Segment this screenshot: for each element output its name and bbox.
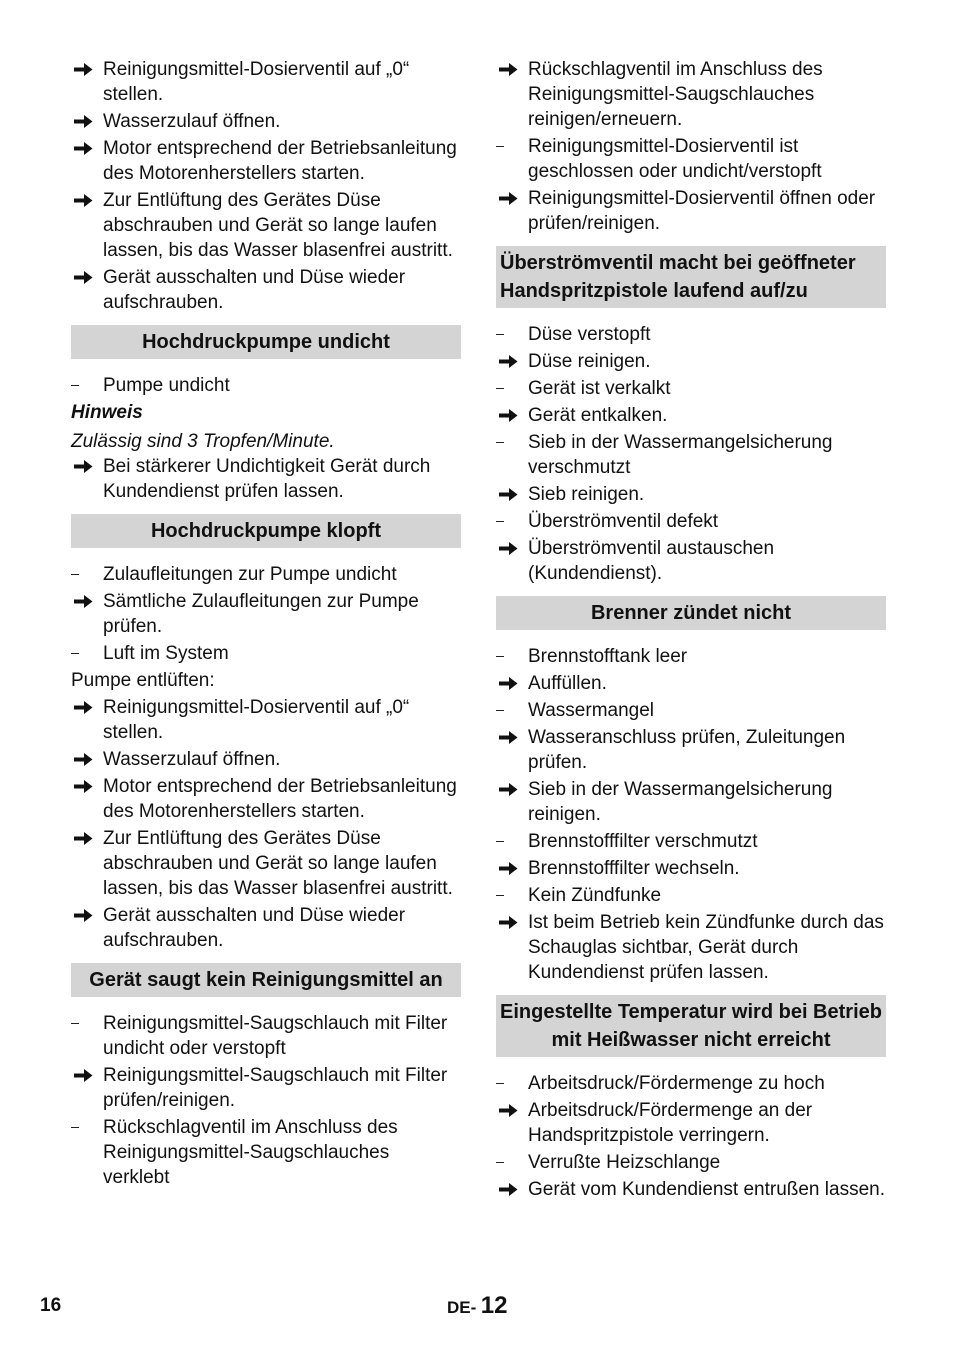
item-text: Rückschlagventil im Anschluss des Reinigungsmittel-Saugschlauches verklebt [103,1117,398,1188]
item-text: Wasserzulauf öffnen. [103,111,281,132]
action-item [496,186,886,236]
arrow-right-icon [496,1177,528,1202]
action-item [496,1177,886,1202]
item-text: Zur Entlüftung des Gerätes Düse abschrauben und Gerät so lange laufen lassen, bis das Wasser blasenfrei austritt. [103,190,453,261]
action-item [71,695,461,745]
item-text: Zulaufleitungen zur Pumpe undicht [103,564,397,585]
action-item [496,1098,886,1148]
arrow-right-icon [71,747,103,772]
section-page: 12 [480,1292,508,1319]
item-text: Düse verstopft [528,324,651,345]
note-text: Zulässig sind 3 Tropfen/Minute. [71,431,335,452]
dash-icon [496,644,528,669]
item-text: Motor entsprechend der Betriebsanleitung des Motorenherstellers starten. [103,776,457,822]
arrow-right-icon [71,454,103,479]
item-text: Gerät ausschalten und Düse wieder aufschrauben. [103,267,406,313]
action-item [71,826,461,901]
arrow-right-icon [71,109,103,134]
item-text: Gerät ausschalten und Düse wieder aufschrauben. [103,905,406,951]
dash-icon [496,829,528,854]
section-heading: Brenner zündet nicht [496,596,886,630]
arrow-right-icon [71,695,103,720]
cause-item [496,644,886,669]
dash-icon [496,883,528,908]
cause-item [496,1150,886,1175]
item-text: Luft im System [103,643,229,664]
action-item [71,589,461,639]
dash-icon [71,373,103,398]
arrow-right-icon [496,1098,528,1123]
action-item [496,482,886,507]
arrow-right-icon [71,136,103,161]
item-text: Motor entsprechend der Betriebsanleitung des Motorenherstellers starten. [103,138,457,184]
arrow-right-icon [496,910,528,935]
item-text: Wassermangel [528,700,655,721]
item-text: Reinigungsmittel-Saugschlauch mit Filter prüfen/reinigen. [103,1065,448,1111]
item-text: Wasserzulauf öffnen. [103,749,281,770]
section-heading: Hochdruckpumpe undicht [71,325,461,359]
cause-item [496,322,886,347]
arrow-right-icon [71,1063,103,1088]
dash-icon [496,134,528,159]
item-text: Reinigungsmittel-Dosierventil öffnen oder prüfen/reinigen. [528,188,876,234]
action-item [71,136,461,186]
paragraph: Pumpe entlüften: [71,670,215,691]
section-heading: Eingestellte Temperatur wird bei Betrieb mit Heißwasser nicht erreicht [496,995,886,1057]
section-page-code [447,1292,507,1320]
note-label: Hinweis [71,402,143,423]
item-text: Sämtliche Zulaufleitungen zur Pumpe prüfen. [103,591,419,637]
dash-icon [496,698,528,723]
item-text: Arbeitsdruck/Fördermenge zu hoch [528,1073,825,1094]
action-item [496,910,886,985]
item-text: Verrußte Heizschlange [528,1152,721,1173]
action-item [71,1063,461,1113]
action-item [496,856,886,881]
action-item [496,57,886,132]
action-item [71,454,461,504]
action-item [71,188,461,263]
item-text: Reinigungsmittel-Dosierventil ist geschlossen oder undicht/verstopft [528,136,822,182]
dash-icon [496,376,528,401]
page-number: 16 [40,1295,62,1316]
cause-item [496,883,886,908]
dash-icon [71,1115,103,1140]
action-item [496,536,886,586]
arrow-right-icon [71,265,103,290]
action-item [71,747,461,772]
cause-item [71,641,461,666]
cause-item [496,1071,886,1096]
item-text: Auffüllen. [528,673,607,694]
arrow-right-icon [71,57,103,82]
arrow-right-icon [496,536,528,561]
arrow-right-icon [496,725,528,750]
item-text: Rückschlagventil im Anschluss des Reinigungsmittel-Saugschlauches reinigen/erneuern. [528,59,823,130]
item-text: Düse reinigen. [528,351,651,372]
arrow-right-icon [496,777,528,802]
action-item [71,109,461,134]
item-text: Gerät vom Kundendienst entrußen lassen. [528,1179,885,1200]
item-text: Brennstofffilter wechseln. [528,858,740,879]
item-text: Reinigungsmittel-Dosierventil auf „0“ stellen. [103,697,410,743]
item-text: Reinigungsmittel-Dosierventil auf „0“ stellen. [103,59,410,105]
item-text: Arbeitsdruck/Fördermenge an der Handspritzpistole verringern. [528,1100,813,1146]
action-item [71,57,461,107]
action-item [496,725,886,775]
language-code: DE [447,1298,471,1317]
cause-item [71,1011,461,1061]
action-item [496,777,886,827]
arrow-right-icon [496,57,528,82]
dash-icon [496,322,528,347]
item-text: Bei stärkerer Undichtigkeit Gerät durch Kundendienst prüfen lassen. [103,456,431,502]
cause-item [71,373,461,398]
item-text: Sieb in der Wassermangelsicherung reinigen. [528,779,833,825]
section-heading: Überströmventil macht bei geöffneter Handspritzpistole laufend auf/zu [496,246,886,308]
item-text: Sieb reinigen. [528,484,645,505]
dash-icon [496,430,528,455]
arrow-right-icon [496,186,528,211]
left-column [71,57,461,1192]
cause-item [496,376,886,401]
item-text: Sieb in der Wassermangelsicherung verschmutzt [528,432,833,478]
item-text: Gerät ist verkalkt [528,378,671,399]
arrow-right-icon [496,856,528,881]
cause-item [71,562,461,587]
dash-icon [71,562,103,587]
item-text: Brennstofffilter verschmutzt [528,831,758,852]
item-text: Pumpe undicht [103,375,230,396]
cause-item [496,430,886,480]
action-item [496,671,886,696]
item-text: Brennstofftank leer [528,646,688,667]
item-text: Gerät entkalken. [528,405,668,426]
arrow-right-icon [71,903,103,928]
arrow-right-icon [496,349,528,374]
item-text: Kein Zündfunke [528,885,662,906]
dash-icon [496,509,528,534]
cause-item [71,1115,461,1190]
dash-icon [71,1011,103,1036]
cause-item [496,698,886,723]
arrow-right-icon [71,826,103,851]
arrow-right-icon [71,774,103,799]
item-text: Wasseranschluss prüfen, Zuleitungen prüfen. [528,727,846,773]
action-item [71,774,461,824]
section-heading: Gerät saugt kein Reinigungsmittel an [71,963,461,997]
item-text: Ist beim Betrieb kein Zündfunke durch das Schauglas sichtbar, Gerät durch Kundendienst prüfen lassen. [528,912,884,983]
arrow-right-icon [71,589,103,614]
item-text: Überströmventil austauschen (Kundendienst). [528,538,775,584]
item-text: Überströmventil defekt [528,511,719,532]
action-item [71,903,461,953]
cause-item [496,509,886,534]
item-text: Zur Entlüftung des Gerätes Düse abschrauben und Gerät so lange laufen lassen, bis das Wasser blasenfrei austritt. [103,828,453,899]
item-text: Reinigungsmittel-Saugschlauch mit Filter undicht oder verstopft [103,1013,448,1059]
arrow-right-icon [496,403,528,428]
arrow-right-icon [496,671,528,696]
cause-item [496,829,886,854]
arrow-right-icon [71,188,103,213]
dash-icon [496,1071,528,1096]
action-item [496,349,886,374]
action-item [496,403,886,428]
arrow-right-icon [496,482,528,507]
dash-icon [496,1150,528,1175]
cause-item [496,134,886,184]
dash-icon [71,641,103,666]
action-item [71,265,461,315]
section-heading: Hochdruckpumpe klopft [71,514,461,548]
code-separator: - [470,1298,477,1317]
right-column [496,57,886,1204]
